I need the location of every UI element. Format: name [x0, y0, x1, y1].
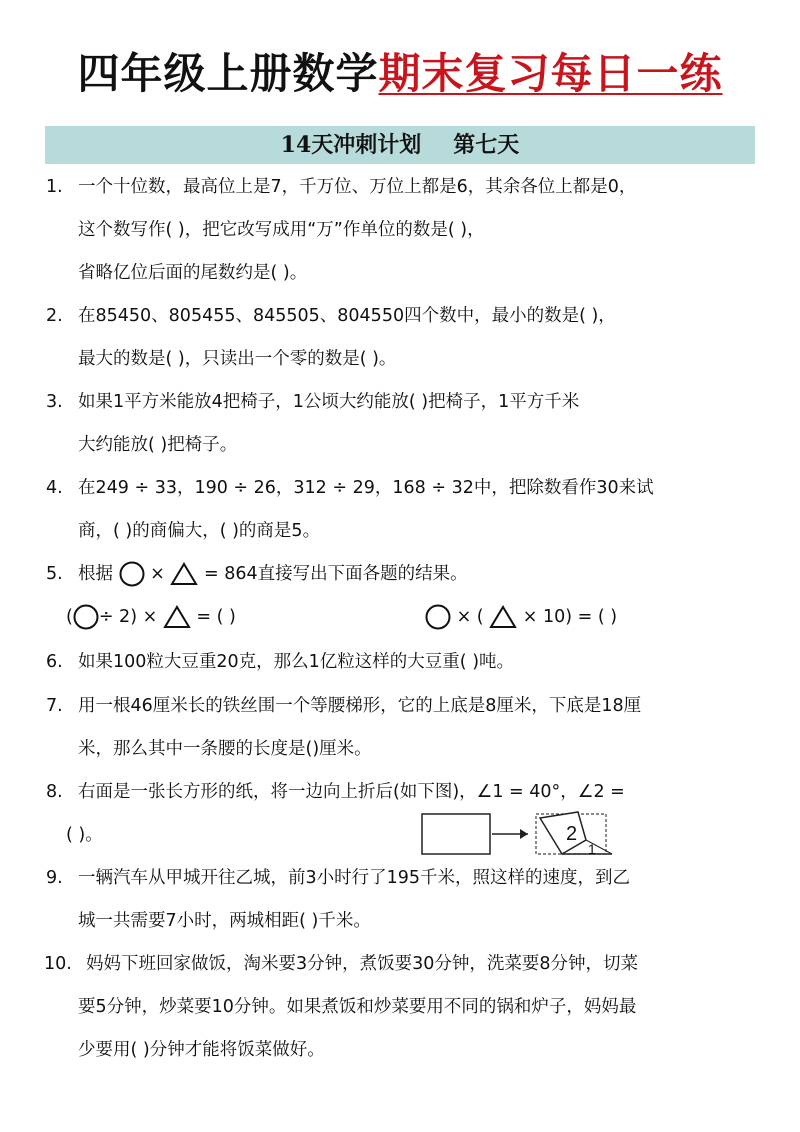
question-text: 在85450、805455、845505、804550四个数中，最小的数是( )， [78, 306, 616, 326]
question-number: 10. [44, 954, 72, 974]
folded-flap [540, 812, 586, 854]
question-text: 城一共需要7小时，两城相距( )千米。 [78, 911, 371, 931]
arrow-head-icon [520, 829, 528, 839]
question-text: 最大的数是( )，只读出一个零的数是( )。 [78, 349, 397, 369]
q5-times: × [150, 564, 171, 584]
angle-1-label: 1 [588, 841, 596, 857]
title-grade: 四年级上册数学 [77, 49, 379, 98]
question-number: 7. [46, 696, 63, 716]
question-text: ( )。 [66, 825, 103, 845]
q5-tail: = 864直接写出下面各题的结果。 [203, 564, 468, 584]
question-text [78, 553, 468, 596]
question-text: 妈妈下班回家做饭，淘米要3分钟，煮饭要30分钟，洗菜要8分钟，切菜 [86, 954, 639, 974]
question-number: 1. [46, 177, 63, 197]
triangle-icon [170, 562, 198, 586]
q5-lead: 根据 [78, 564, 113, 584]
question-text: 大约能放( )把椅子。 [78, 435, 238, 455]
question-text: 商，( )的商偏大，( )的商是5。 [78, 521, 321, 541]
banner-plan: 14天冲刺计划 [280, 132, 422, 158]
circle-icon [425, 604, 451, 630]
question-text: 如果100粒大豆重20克，那么1亿粒这样的大豆重( )吨。 [78, 652, 515, 672]
question-number: 8. [46, 782, 63, 802]
circle-icon [119, 561, 145, 587]
question-text: 这个数写作( )，把它改写成用“万”作单位的数是( )， [78, 220, 485, 240]
q5-expression-b: × ( × 10) = ( ) [425, 596, 617, 639]
circle-icon [73, 604, 99, 630]
title-review: 期末复习每日一练 [378, 49, 723, 98]
question-number: 3. [46, 392, 63, 412]
angle-2-label: 2 [566, 823, 578, 845]
rectangle-paper [422, 814, 490, 854]
question-number: 9. [46, 868, 63, 888]
plan-banner [45, 126, 755, 164]
question-text: 一个十位数，最高位上是7，千万位、万位上都是6，其余各位上都是0， [78, 177, 637, 197]
triangle-icon [163, 605, 191, 629]
question-number: 4. [46, 478, 63, 498]
question-number: 6. [46, 652, 63, 672]
question-text: 用一根46厘米长的铁丝围一个等腰梯形，它的上底是8厘米，下底是18厘 [78, 696, 642, 716]
question-number: 2. [46, 306, 63, 326]
question-text: 一辆汽车从甲城开往乙城，前3小时行了195千米，照这样的速度，到乙 [78, 868, 631, 888]
page-title [0, 44, 800, 104]
question-text: 要5分钟，炒菜要10分钟。如果煮饭和炒菜要用不同的锅和炉子，妈妈最 [78, 997, 637, 1017]
banner-day: 第七天 [453, 132, 520, 158]
question-text: 如果1平方米能放4把椅子，1公顷大约能放( )把椅子，1平方千米 [78, 392, 580, 412]
question-text: 省略亿位后面的尾数约是( )。 [78, 263, 308, 283]
triangle-icon [489, 605, 517, 629]
question-text: 右面是一张长方形的纸，将一边向上折后(如下图)，∠1 = 40°，∠2 = [78, 782, 625, 802]
question-number: 5. [46, 564, 63, 584]
q5-expression-a: ( ÷ 2) × = ( ) [66, 596, 236, 639]
question-text: 米，那么其中一条腰的长度是()厘米。 [78, 739, 372, 759]
question-text: 少要用( )分钟才能将饭菜做好。 [78, 1040, 325, 1060]
fold-figure [420, 808, 615, 860]
question-text: 在249 ÷ 33，190 ÷ 26，312 ÷ 29，168 ÷ 32中，把除数看作30来试 [78, 478, 654, 498]
